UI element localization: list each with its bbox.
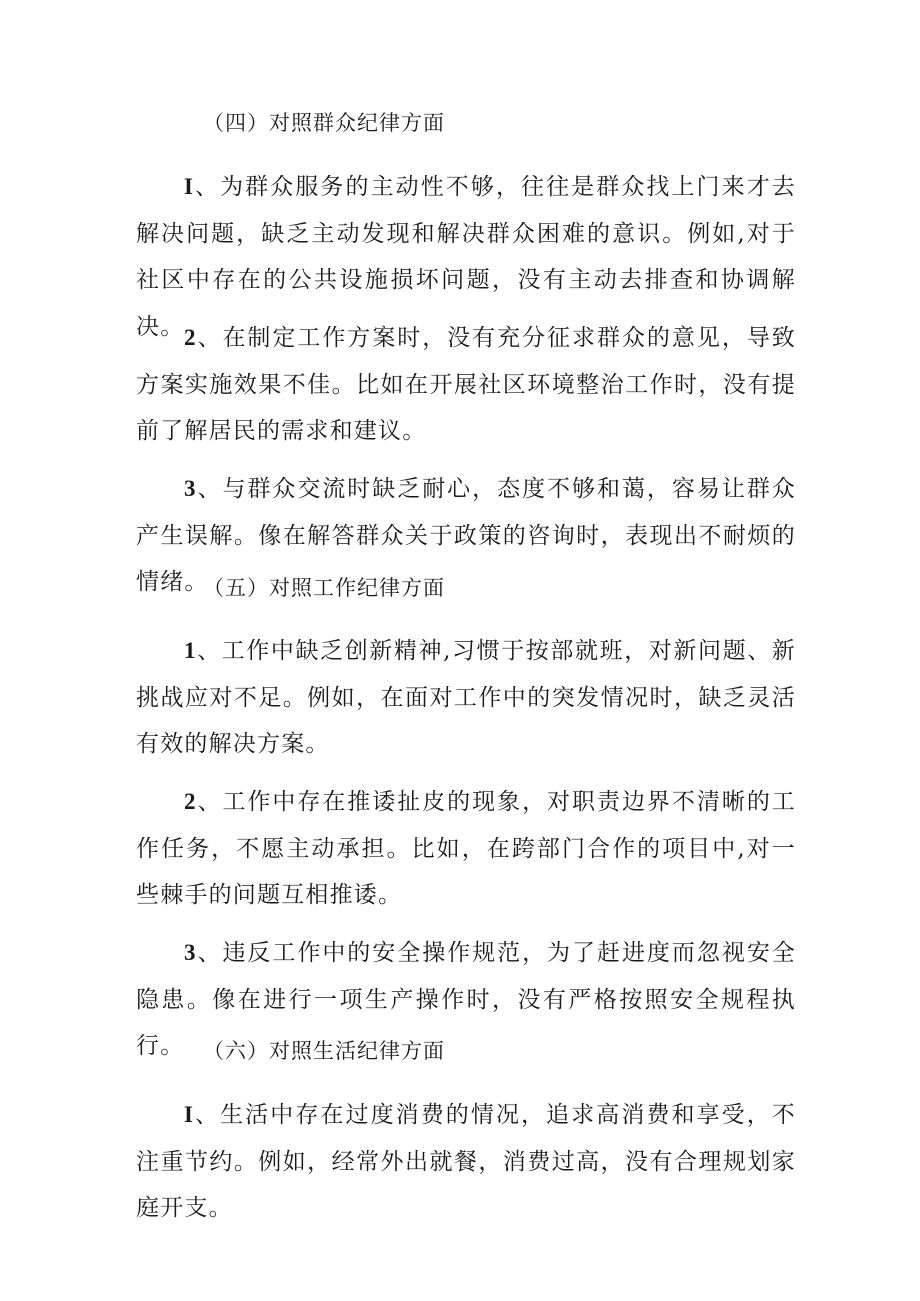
item-number: I — [184, 1102, 195, 1127]
paragraph-5-1 — [136, 628, 796, 768]
item-number: 1 — [184, 638, 197, 663]
item-text: 、工作中缺乏创新精神,习惯于按部就班，对新问题、新挑战应对不足。例如，在面对工作中的突发情况时，缺乏灵活有效的解决方案。 — [136, 638, 796, 757]
item-text: 、在制定工作方案时，没有充分征求群众的意见，导致方案实施效果不佳。比如在开展社区环境整治工作时，没有提前了解居民的需求和建议。 — [136, 325, 796, 444]
item-text: 、工作中存在推诿扯皮的现象，对职责边界不清晰的工作任务，不愿主动承担。比如，在跨部门合作的项目中,对一些棘手的问题互相推诿。 — [136, 789, 796, 908]
item-number: 3 — [184, 940, 197, 965]
section-heading-6: （六）对照生活纪律方面 — [203, 1039, 445, 1063]
item-text: 、违反工作中的安全操作规范，为了赶进度而忽视安全隐患。像在进行一项生产操作时，没有严格按照安全规程执行。 — [136, 940, 796, 1059]
item-number: I — [184, 174, 195, 199]
item-number: 2 — [184, 789, 197, 814]
item-text: 、与群众交流时缺乏耐心，态度不够和蔼，容易让群众产生误解。像在解答群众关于政策的咨询时，表现出不耐烦的情绪。 — [136, 476, 796, 595]
paragraph-4-2 — [136, 315, 796, 455]
item-text: 、生活中存在过度消费的情况，追求高消费和享受，不注重节约。例如，经常外出就餐，消费过高，没有合理规划家庭开支。 — [136, 1102, 796, 1221]
paragraph-5-2 — [136, 779, 796, 919]
item-number: 3 — [184, 476, 197, 501]
section-heading-5: （五）对照工作纪律方面 — [203, 576, 445, 600]
paragraph-6-1 — [136, 1092, 796, 1232]
item-number: 2 — [184, 325, 197, 350]
item-text: 、为群众服务的主动性不够，往往是群众找上门来才去解决问题，缺乏主动发现和解决群众困难的意识。例如,对于社区中存在的公共设施损坏问题，没有主动去排查和协调解决。 — [136, 174, 796, 340]
section-heading-4: （四）对照群众纪律方面 — [203, 111, 445, 135]
